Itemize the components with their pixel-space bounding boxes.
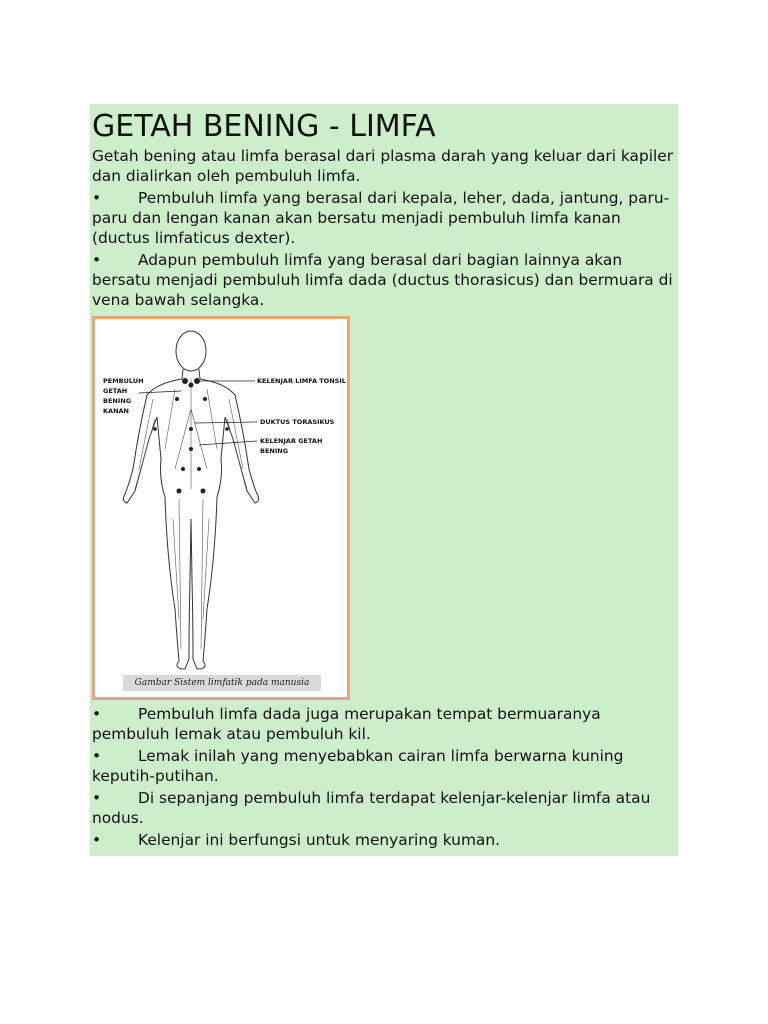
head-outline bbox=[176, 331, 206, 371]
bullet-dot: • bbox=[92, 831, 102, 849]
body-illustration bbox=[95, 319, 347, 697]
page-title: GETAH BENING - LIMFA bbox=[92, 109, 436, 144]
right-arm-outline bbox=[123, 379, 182, 503]
right-leg-outline bbox=[165, 497, 191, 669]
bullet-text: Adapun pembuluh limfa yang berasal dari bagian lainnya akan bersatu menjadi pembuluh limfa dada (ductus thorasicus) dan bermuara di vena bawah selangka. bbox=[92, 251, 673, 309]
bullet-dot: • bbox=[92, 251, 102, 269]
bullet-text: Pembuluh limfa dada juga merupakan tempat bermuaranya pembuluh lemak atau pembuluh kil. bbox=[92, 705, 601, 743]
label-tonsil: KELENJAR LIMFA TONSIL bbox=[257, 377, 346, 385]
bullet-text: Lemak inilah yang menyebabkan cairan limfa berwarna kuning keputih-putihan. bbox=[92, 747, 624, 785]
lymph-vessels bbox=[135, 379, 247, 649]
label-pembuluh-3: BENING bbox=[103, 397, 132, 405]
torso-right bbox=[157, 417, 165, 497]
label-kelenjar-1: KELENJAR GETAH bbox=[260, 437, 323, 445]
bullet-dot: • bbox=[92, 705, 102, 723]
bullet-item bbox=[92, 746, 676, 786]
intro-paragraph: Getah bening atau limfa berasal dari plasma darah yang keluar dari kapiler dan dialirkan oleh pembuluh limfa. bbox=[92, 147, 674, 185]
label-pembuluh-4: KANAN bbox=[103, 407, 129, 415]
bullet-item bbox=[92, 188, 676, 248]
bullet-text: Di sepanjang pembuluh limfa terdapat kelenjar-kelenjar limfa atau nodus. bbox=[92, 789, 651, 827]
bullet-text: Kelenjar ini berfungsi untuk menyaring kuman. bbox=[138, 831, 501, 849]
label-pembuluh-1: PEMBULUH bbox=[103, 377, 144, 385]
torso-left bbox=[217, 417, 225, 497]
label-pembuluh-2: GETAH bbox=[103, 387, 128, 395]
bullet-dot: • bbox=[92, 189, 102, 207]
left-arm-outline bbox=[200, 379, 259, 503]
label-kelenjar-2: BENING bbox=[260, 447, 289, 455]
bullet-item bbox=[92, 704, 676, 744]
bullet-item bbox=[92, 250, 676, 310]
lymphatic-system-figure bbox=[92, 316, 350, 700]
bullet-item bbox=[92, 788, 676, 828]
bullet-item bbox=[92, 830, 676, 850]
bullet-dot: • bbox=[92, 747, 102, 765]
left-leg-outline bbox=[191, 497, 217, 669]
document-page bbox=[90, 104, 678, 856]
bullet-text: Pembuluh limfa yang berasal dari kepala, leher, dada, jantung, paru-paru dan lengan kanan akan bersatu menjadi pembuluh limfa kanan (ductus limfaticus dexter). bbox=[92, 189, 670, 247]
bullet-dot: • bbox=[92, 789, 102, 807]
label-duktus: DUKTUS TORASIKUS bbox=[260, 418, 335, 426]
figure-caption: Gambar Sistem limfatik pada manusia bbox=[123, 675, 321, 691]
